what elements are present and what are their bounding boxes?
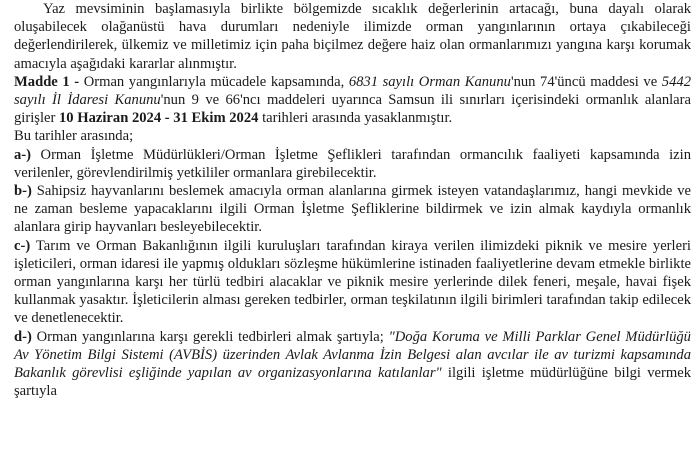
article-1-text: 'nun 9 ve 66'ncı maddeleri uyarınca Samsun ili sınırları içerisindeki ormanlık alanlara girişler [14,92,691,127]
law-reference-6831: 6831 sayılı Orman Kanunu [348,73,511,90]
item-label: b-) [14,183,32,200]
article-1-text: tarihleri arasında yasaklanmıştır. [258,110,453,127]
exception-item-d [14,328,691,401]
item-text: Tarım ve Orman Bakanlığının ilgili kuruluşları tarafından kiraya verilen ilimizdeki piknik ve mesire yerleri işleticileri, orman idaresi ile yapmış oldukları sözleşme hükümlerine istinaden faaliyetlerine devam etmekle birlikte orman yangınlarına karşı her türlü tedbiri alacaklar ve piknik mesire yerlerinde dilek feneri, meşale, havai fişek kullanmak yasaktır. İşleticilerin alması gereken tedbirler, orman teşkilatının ilgili birimleri tarafından takip edilecek ve denetlenecektir. [14,237,691,327]
ban-date-range: 10 Haziran 2024 - 31 Ekim 2024 [59,110,259,127]
article-1-text: 'nun 74'üncü maddesi ve [510,73,662,90]
exception-item-c [14,237,691,328]
exceptions-intro: Bu tarihler arasında; [14,128,134,145]
item-label: a-) [14,146,32,163]
item-text: Orman İşletme Müdürlükleri/Orman İşletme Şeflikleri tarafından ormancılık faaliyeti kapsamında izin verilenler, görevlendirilmiş yetkililer ormanlara girebilecektir. [14,146,691,181]
item-text: Sahipsiz hayvanlarını beslemek amacıyla orman alanlarına girmek isteyen vatandaşlarımız, hangi mevkide ve ne zaman besleme yapacaklarını ilgili Orman İşletme Şefliklerine bildirmek ve izin almak kaydıyla ormanlık alanlara girip hayvanları besleyebilecektir. [14,183,691,236]
item-label: c-) [14,237,31,254]
exception-item-b [14,182,691,237]
article-1-label: Madde 1 - [14,73,80,90]
law-reference-5442: 5442 sayılı İl İdaresi Kanunu [14,73,691,109]
item-text: Orman yangınlarına karşı gerekli tedbirleri almak şartıyla; [31,328,389,345]
exception-item-a [14,146,691,182]
article-1-text: Orman yangınlarıyla mücadele kapsamında, [79,73,349,90]
article-1-paragraph [14,73,691,128]
hunter-permit-quote: "Doğa Koruma ve Milli Parklar Genel Müdürlüğü Av Yönetim Bilgi Sistemi (AVBİS) üzerinden Avlak Avlanma İzin Belgesi alan avcılar ile av turizmi kapsamında Bakanlık görevlisi eşliğinde yapılan av organizasyonlarına katılanlar" [14,328,691,382]
intro-paragraph: Yaz mevsiminin başlamasıyla birlikte bölgemizde sıcaklık değerlerinin artacağı, buna dayalı olarak oluşabilecek olağanüstü hava durumları nedeniyle ilimizde orman yangınlarının ortaya çıkabileceği değerlendirilerek, ülkemiz ve milletimiz için paha biçilmez değere haiz olan ormanlarımızı yangına karşı korumak amacıyla aşağıdaki kararlar alınmıştır. [14,1,691,72]
item-text: ilgili işletme müdürlüğüne bilgi vermek şartıyla [14,365,691,400]
item-label: d-) [14,328,32,345]
